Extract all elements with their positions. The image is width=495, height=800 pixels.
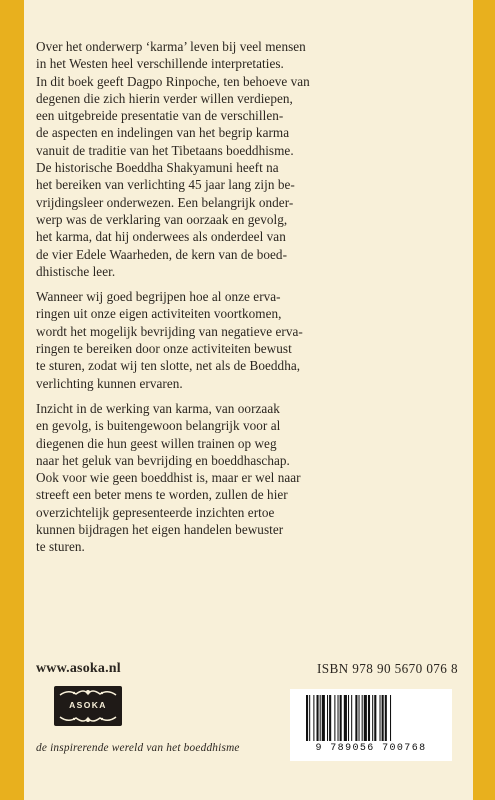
- barcode-bar: [338, 695, 339, 741]
- text-line: ringen uit onze eigen activiteiten voortkomen,: [36, 306, 282, 322]
- text-line: diegenen die hun geest willen trainen op weg: [36, 435, 277, 451]
- paragraph-gap: [36, 392, 444, 400]
- text-line: De historische Boeddha Shakyamuni heeft na: [36, 160, 279, 176]
- text-line: ringen te bereiken door onze activiteiten bewust: [36, 341, 292, 357]
- text-line: Wanneer wij goed begrijpen hoe al onze erva-: [36, 289, 281, 305]
- text-line: naar het geluk van bevrijding en boeddhaschap.: [36, 452, 290, 468]
- barcode-bar: [329, 695, 331, 741]
- logo-wordmark: ASOKA: [69, 700, 107, 710]
- text-line: vanuit de traditie van het Tibetaans boeddhisme.: [36, 142, 294, 158]
- barcode-bar: [364, 695, 367, 741]
- barcode-bar: [348, 695, 349, 741]
- text-line: Over het onderwerp ‘karma’ leven bij veel mensen: [36, 39, 306, 54]
- barcode-bar: [355, 695, 357, 741]
- isbn-number: ISBN 978 90 5670 076 8: [316, 661, 458, 676]
- barcode-bars: [304, 695, 438, 743]
- barcode-bar: [327, 695, 328, 741]
- barcode-bar: [351, 695, 352, 741]
- barcode-bar: [344, 695, 347, 741]
- text-line: en gevolg, is buitengewoon belangrijk voor al: [36, 418, 281, 434]
- isbn-barcode: [290, 689, 452, 761]
- barcode-bar: [368, 695, 370, 741]
- barcode-bar: [372, 695, 373, 741]
- barcode-bar: [317, 695, 319, 741]
- barcode-bar: [374, 695, 376, 741]
- publisher-website: www.asoka.nl: [36, 661, 121, 676]
- barcode-bar: [382, 695, 384, 741]
- blurb-paragraph: [36, 400, 444, 556]
- barcode-bar: [359, 695, 360, 741]
- text-line: Ook voor wie geen boeddhist is, maar er wel naar: [36, 470, 301, 486]
- publisher-tagline: de inspirerende wereld van het boeddhisme: [36, 742, 240, 754]
- barcode-bar: [385, 695, 387, 741]
- text-line: degenen die zich hierin verder willen verdiepen,: [36, 90, 293, 106]
- paragraph-gap: [36, 280, 444, 288]
- text-line: de aspecten en indelingen van het begrip karma: [36, 125, 290, 141]
- text-line: verlichting kunnen ervaren.: [36, 375, 183, 391]
- barcode-bar: [390, 695, 391, 741]
- barcode-bar: [334, 695, 335, 741]
- barcode-bar: [320, 695, 321, 741]
- barcode-bar: [309, 695, 310, 741]
- barcode-bar: [322, 695, 325, 741]
- text-line: vrijdingsleer onderwezen. Een belangrijk onder-: [36, 194, 294, 210]
- blurb-paragraph: [36, 288, 444, 392]
- text-line: een uitgebreide presentatie van de verschillen-: [36, 108, 284, 124]
- text-line: wordt het mogelijk bevrijding van negatieve erva-: [36, 323, 303, 339]
- text-line: dhistische leer.: [36, 263, 116, 279]
- barcode-bar: [340, 695, 342, 741]
- text-line: kunnen bijdragen het eigen handelen bewuster: [36, 522, 284, 538]
- text-line: overzichtelijk gepresenteerde inzichten ertoe: [36, 504, 275, 520]
- barcode-bar: [313, 695, 314, 741]
- barcode-digits: 9 789056 700768: [315, 743, 427, 754]
- text-line: In dit boek geeft Dagpo Rinpoche, ten behoeve van: [36, 73, 310, 89]
- barcode-bar: [380, 695, 381, 741]
- text-line: Inzicht in de werking van karma, van oorzaak: [36, 400, 280, 416]
- text-line: in het Westen heel verschillende interpretaties.: [36, 56, 284, 72]
- text-line: te sturen.: [36, 539, 85, 555]
- blurb-text: [36, 38, 444, 556]
- asoka-logo: [54, 686, 122, 726]
- text-line: het karma, dat hij onderwees als onderdeel van: [36, 229, 286, 245]
- text-line: het bereiken van verlichting 45 jaar lang zijn be-: [36, 177, 295, 193]
- barcode-bar: [362, 695, 363, 741]
- text-line: werp was de verklaring van oorzaak en gevolg,: [36, 211, 288, 227]
- text-line: de vier Edele Waarheden, de kern van de boed-: [36, 246, 288, 262]
- text-line: te sturen, zodat wij ten slotte, net als de Boeddha,: [36, 358, 301, 374]
- barcode-bar: [306, 695, 308, 741]
- text-line: streeft een beter mens te worden, zullen de hier: [36, 487, 288, 503]
- blurb-paragraph: [36, 38, 444, 280]
